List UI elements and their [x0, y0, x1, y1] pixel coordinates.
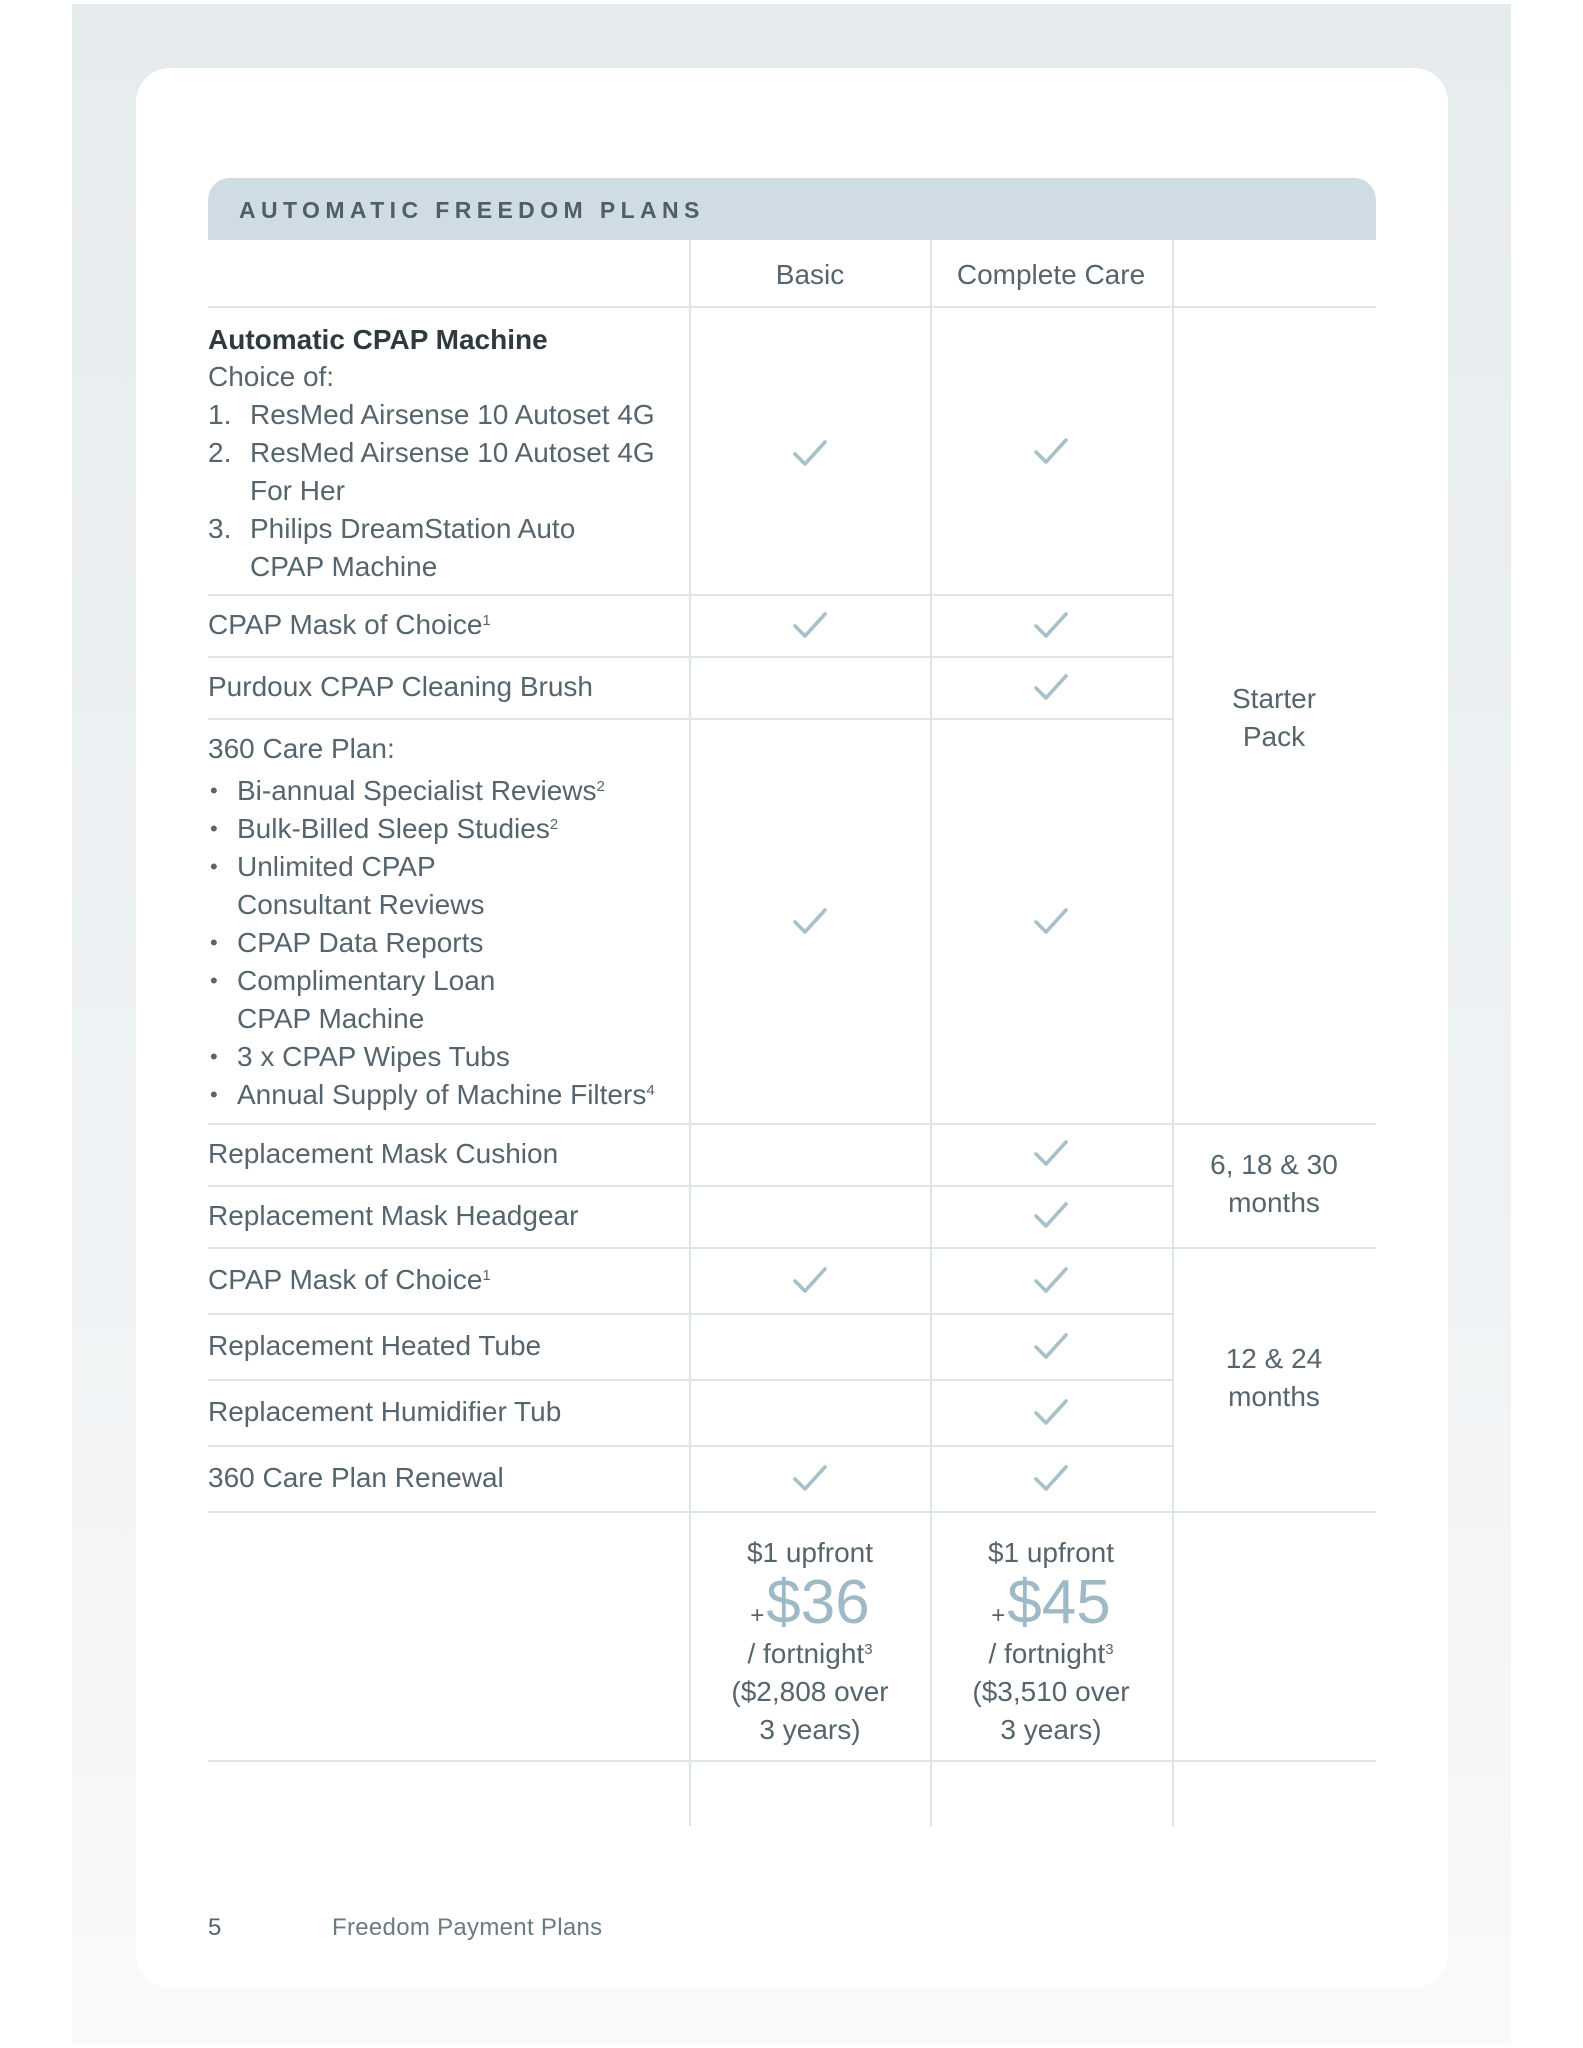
column-header-complete-care: Complete Care [956, 259, 1146, 290]
checkmark-icon [1033, 1138, 1069, 1168]
column-header-basic: Basic [775, 259, 845, 290]
plan-card [136, 68, 1448, 1988]
care-item: Annual Supply of Machine Filters$^4$ [237, 1079, 655, 1110]
checkmark-icon [792, 438, 828, 468]
row-label-renewal: 360 Care Plan Renewal [208, 1462, 504, 1493]
row-divider [208, 718, 1174, 720]
care-item: Unlimited CPAP [237, 851, 436, 882]
row-label-cushion: Replacement Mask Cushion [208, 1138, 559, 1169]
checkmark-icon [792, 906, 828, 936]
care-item: CPAP Data Reports [237, 927, 484, 958]
checkmark-icon [792, 610, 828, 640]
row-divider [208, 1511, 1376, 1513]
machine-option-cont: CPAP Machine [250, 551, 438, 582]
row-label-headgear: Replacement Mask Headgear [208, 1200, 579, 1231]
price-amount: +$36 [750, 1568, 870, 1637]
price-total: ($3,510 over [972, 1675, 1130, 1707]
checkmark-icon [1033, 1200, 1069, 1230]
row-divider [208, 1247, 1376, 1249]
checkmark-icon [792, 1463, 828, 1493]
row-divider [208, 306, 1376, 308]
price-amount: +$45 [991, 1568, 1111, 1637]
care-item-cont: CPAP Machine [237, 1003, 425, 1034]
row-divider [208, 656, 1174, 658]
row-divider [208, 1185, 1174, 1187]
plan-title: AUTOMATIC FREEDOM PLANS [208, 178, 1376, 240]
timing-6-18-30-months: 6, 18 & 30 months [1210, 1149, 1338, 1218]
checkmark-icon [792, 1265, 828, 1295]
care-item: Bi-annual Specialist Reviews$^2$ [237, 775, 605, 806]
row-label-brush: Purdoux CPAP Cleaning Brush [208, 671, 593, 702]
row-label-humidifier: Replacement Humidifier Tub [208, 1396, 562, 1427]
machine-option: Philips DreamStation Auto [250, 513, 576, 544]
price-basic [690, 1534, 930, 1749]
machine-option-cont: For Her [250, 475, 345, 506]
machine-option: ResMed Airsense 10 Autoset 4G [250, 399, 655, 430]
row-divider [208, 1123, 1376, 1125]
machine-choice-label: Choice of: [208, 361, 335, 392]
row-divider [208, 1379, 1174, 1381]
care-item: Complimentary Loan [237, 965, 496, 996]
checkmark-icon [1033, 1331, 1069, 1361]
option-number: 3. [208, 513, 232, 544]
machine-option: ResMed Airsense 10 Autoset 4G [250, 437, 655, 468]
option-number: 1. [208, 399, 232, 430]
bullet: • [210, 1044, 218, 1069]
page-number: 5 [208, 1914, 222, 1941]
bullet: • [210, 1082, 218, 1107]
row-divider [208, 1760, 1376, 1762]
care-item: Bulk-Billed Sleep Studies$^2$ [237, 813, 559, 844]
footer-title: Freedom Payment Plans [332, 1914, 603, 1941]
price-total-cont: 3 years) [1000, 1713, 1102, 1745]
checkmark-icon [1033, 1397, 1069, 1427]
row-label-tube: Replacement Heated Tube [208, 1330, 542, 1361]
price-complete-care [931, 1534, 1171, 1749]
price-total: ($2,808 over [731, 1675, 889, 1707]
care-item: 3 x CPAP Wipes Tubs [237, 1041, 510, 1072]
option-number: 2. [208, 437, 232, 468]
bullet: • [210, 854, 218, 879]
row-label-mask: CPAP Mask of Choice$^1$ [208, 1264, 491, 1295]
checkmark-icon [1033, 1463, 1069, 1493]
col-divider-3 [1172, 240, 1174, 1826]
bullet: • [210, 968, 218, 993]
care-plan-label: 360 Care Plan: [208, 733, 395, 764]
bullet: • [210, 778, 218, 803]
checkmark-icon [1033, 436, 1069, 466]
checkmark-icon [1033, 1265, 1069, 1295]
row-divider [208, 1445, 1174, 1447]
price-upfront: $1 upfront [987, 1537, 1115, 1568]
bullet: • [210, 930, 218, 955]
row-label-mask: CPAP Mask of Choice$^1$ [208, 609, 491, 640]
row-divider [208, 1313, 1174, 1315]
price-period: / fortnight$^3$ [988, 1637, 1114, 1669]
price-total-cont: 3 years) [759, 1713, 861, 1745]
checkmark-icon [1033, 610, 1069, 640]
machine-title: Automatic CPAP Machine [208, 324, 548, 355]
care-item-cont: Consultant Reviews [237, 889, 485, 920]
price-upfront: $1 upfront [746, 1537, 874, 1568]
timing-starter-pack: Starter Pack [1231, 683, 1317, 752]
checkmark-icon [1033, 672, 1069, 702]
price-period: / fortnight$^3$ [747, 1637, 873, 1669]
row-divider [208, 594, 1174, 596]
checkmark-icon [1033, 906, 1069, 936]
timing-12-24-months: 12 & 24 months [1225, 1343, 1323, 1412]
bullet: • [210, 816, 218, 841]
